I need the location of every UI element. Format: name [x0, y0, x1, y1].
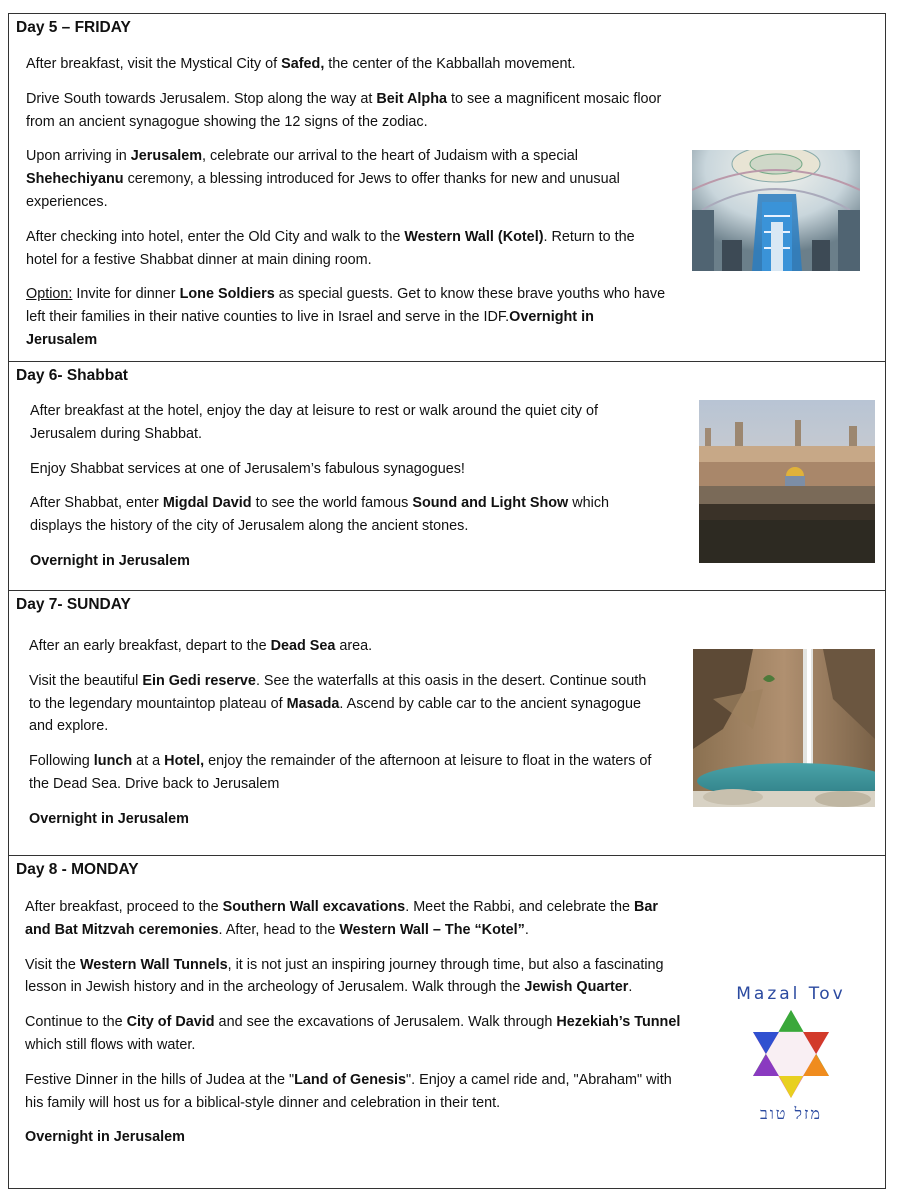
text-run: Continue to the	[25, 1014, 127, 1031]
bold-text: Western Wall – The “Kotel”	[339, 921, 525, 938]
day-heading: Day 8 - MONDAY	[16, 861, 139, 878]
paragraph	[25, 896, 685, 942]
bold-text: Overnight in Jerusalem	[25, 1129, 185, 1146]
ein-gedi-waterfall-photo	[693, 649, 875, 807]
text-run: area.	[335, 638, 373, 654]
day-section-5	[8, 13, 886, 362]
bold-text: City of David	[126, 1014, 215, 1031]
text-run: to see a magnificent mosaic floor from an ancient synagogue showing the 12 signs of the zodiac.	[26, 90, 662, 130]
text-run: which still flows with water.	[25, 1036, 196, 1053]
paragraph	[30, 550, 650, 573]
text-run: .	[524, 921, 529, 938]
paragraph	[26, 88, 666, 134]
paragraph	[26, 226, 666, 272]
bold-text: Hezekiah’s Tunnel	[556, 1014, 681, 1031]
day-section-6	[8, 361, 886, 591]
paragraph	[30, 400, 650, 446]
bold-text: Jerusalem	[130, 148, 202, 165]
bold-text: Overnight in Jerusalem	[26, 309, 594, 348]
bold-text: Jewish Quarter	[524, 979, 629, 996]
paragraph	[29, 670, 659, 738]
day-description	[29, 635, 659, 843]
text-run: , it is not just an inspiring journey through time, but also a fascinating lesson in Jewish history and in the archeology of Jerusalem. Walk through the	[25, 956, 664, 996]
paragraph	[25, 1069, 685, 1115]
text-run: After checking into hotel, enter the Old City and walk to the	[26, 228, 405, 245]
text-run: as special guests. Get to know these brave youths who have left their families in their native counties to live in Israel and serve in the IDF.	[26, 286, 666, 326]
mazal-tov-english: Mazal Tov	[736, 984, 846, 1004]
text-run: After breakfast, visit the Mystical City of	[26, 56, 282, 72]
underlined-text: Option:	[26, 286, 73, 303]
text-run: enjoy the remainder of the afternoon at leisure to float in the waters of the Dead Sea. Drive back to Jerusalem	[29, 753, 652, 792]
mazal-tov-hebrew: מזל טוב	[760, 1104, 822, 1123]
bold-text: Dead Sea	[270, 638, 336, 654]
text-run: Visit the beautiful	[29, 672, 143, 689]
text-run: After an early breakfast, depart to the	[29, 638, 271, 654]
day-section-7	[8, 590, 886, 856]
bold-text: Hotel,	[164, 753, 205, 770]
day-description	[25, 896, 685, 1161]
text-run: After breakfast, proceed to the	[25, 899, 223, 915]
day-description	[26, 53, 666, 362]
bold-text: Lone Soldiers	[179, 286, 275, 303]
day-description	[30, 400, 650, 585]
text-run: ". Enjoy a camel ride and, "Abraham" with his family will host us for a biblical-style dinner and celebration in their tent.	[25, 1071, 672, 1111]
text-run: Drive South towards Jerusalem. Stop along the way at	[26, 90, 377, 107]
paragraph	[26, 145, 666, 213]
text-run: Following	[29, 753, 94, 770]
text-run: After Shabbat, enter	[30, 495, 163, 512]
day-section-8	[8, 855, 886, 1189]
text-run: After breakfast at the hotel, enjoy the day at leisure to rest or walk around the quiet city of Jerusalem during Shabbat.	[30, 403, 598, 442]
bold-text: Bar and Bat Mitzvah ceremonies	[25, 899, 658, 938]
day-heading: Day 5 – FRIDAY	[16, 19, 131, 36]
text-run: Visit the	[25, 956, 80, 973]
synagogue-dome-photo	[692, 150, 860, 271]
bold-text: Beit Alpha	[376, 90, 447, 107]
bold-text: Ein Gedi reserve	[142, 672, 256, 689]
text-run: the center of the Kabballah movement.	[324, 56, 576, 72]
bold-text: Land of Genesis	[294, 1071, 407, 1088]
paragraph	[30, 458, 650, 481]
bold-text: Southern Wall excavations	[222, 899, 406, 915]
jerusalem-skyline-photo	[699, 400, 875, 563]
text-run: and see the excavations of Jerusalem. Walk through	[214, 1014, 557, 1031]
text-run: to see the world famous	[251, 495, 413, 512]
day-heading: Day 6- Shabbat	[16, 367, 128, 384]
day-heading: Day 7- SUNDAY	[16, 596, 131, 613]
paragraph	[25, 1011, 685, 1057]
text-run: Invite for dinner	[72, 286, 180, 303]
paragraph	[25, 954, 685, 1000]
text-run: .	[628, 979, 633, 996]
paragraph	[26, 283, 666, 351]
bold-text: Shehechiyanu	[26, 171, 124, 188]
paragraph	[29, 750, 659, 796]
text-run: . Ascend by cable car to the ancient synagogue and explore.	[29, 695, 642, 735]
text-run: Upon arriving in	[26, 148, 131, 165]
text-run: Festive Dinner in the hills of Judea at the "	[25, 1071, 295, 1088]
paragraph	[29, 635, 659, 658]
bold-text: Sound and Light Show	[412, 495, 569, 512]
paragraph	[25, 1126, 685, 1149]
bold-text: Overnight in Jerusalem	[29, 810, 189, 827]
bold-text: Western Wall (Kotel)	[404, 228, 544, 245]
paragraph	[26, 53, 666, 76]
text-run: , celebrate our arrival to the heart of Judaism with a special	[202, 148, 578, 165]
text-run: ceremony, a blessing introduced for Jews to offer thanks for new and unusual experiences.	[26, 171, 620, 210]
text-run: . Meet the Rabbi, and celebrate the	[405, 899, 634, 915]
text-run: . See the waterfalls at this oasis in the desert. Continue south to the legendary mountaintop plateau of	[29, 672, 647, 712]
text-run: at a	[132, 753, 165, 770]
bold-text: Overnight in Jerusalem	[30, 552, 190, 569]
bold-text: Safed,	[281, 56, 325, 72]
bold-text: Western Wall Tunnels	[79, 956, 228, 973]
bold-text: Migdal David	[162, 495, 252, 512]
star-of-david-icon	[751, 1008, 831, 1100]
bold-text: lunch	[93, 753, 133, 770]
text-run: . After, head to the	[218, 921, 340, 938]
text-run: Enjoy Shabbat services at one of Jerusalem’s fabulous synagogues!	[30, 460, 465, 477]
bold-text: Masada	[286, 695, 340, 712]
mazal-tov-graphic	[721, 980, 861, 1130]
paragraph	[30, 492, 650, 538]
paragraph	[29, 808, 659, 831]
text-run: . Return to the hotel for a festive Shabbat dinner at main dining room.	[26, 228, 635, 268]
text-run: which displays the history of the city of Jerusalem along the ancient stones.	[30, 495, 610, 535]
